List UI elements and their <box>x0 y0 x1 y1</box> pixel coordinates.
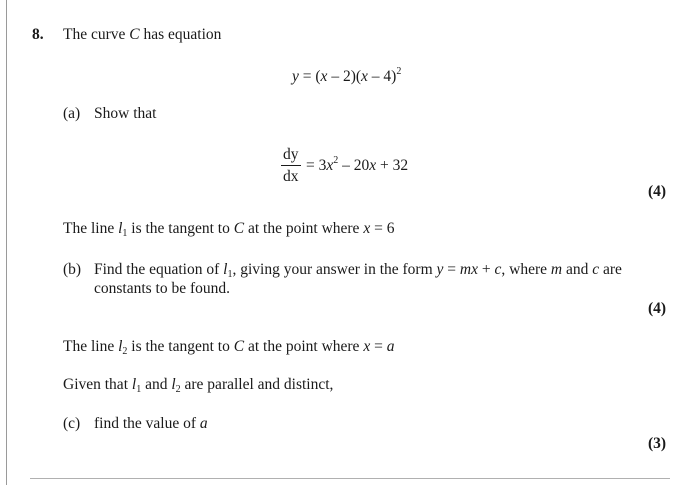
part-a-text: Show that <box>94 105 157 122</box>
line-l1-statement: The line $l_1$ is the tangent to C at the point where x = 6 <box>63 220 395 239</box>
part-a-marks: (4) <box>648 183 667 200</box>
part-c-text: find the value of a <box>94 415 208 432</box>
part-c-label: (c) <box>63 415 81 432</box>
line-l2-statement: The line $l_2$ is the tangent to C at the point where x = a <box>63 338 395 357</box>
part-c-marks: (3) <box>648 435 667 452</box>
derivative-expression: = $3x^2 - 20x + 32$ <box>306 155 409 174</box>
derivative-denominator: dx <box>283 168 299 185</box>
part-b-label: (b) <box>63 261 82 278</box>
derivative-numerator: dy <box>283 146 299 163</box>
given-statement: Given that $l_1$ and $l_2$ are parallel and distinct, <box>63 376 334 395</box>
question-intro: The curve C has equation <box>63 26 222 43</box>
page-bottom-rule <box>30 478 670 479</box>
part-b-text-line1: Find the equation of $l_1$, giving your answer in the form y = mx + c, where m and c are <box>94 261 622 280</box>
part-a-label: (a) <box>63 105 81 122</box>
part-b-text-line2: constants to be found. <box>94 280 231 297</box>
page-left-border <box>6 0 7 485</box>
question-number: 8. <box>32 26 44 43</box>
curve-equation: y = (x – 2)(x – 4)$^2$ <box>292 66 402 85</box>
part-b-marks: (4) <box>648 300 667 317</box>
derivative-fraction <box>281 146 301 186</box>
fraction-bar <box>281 165 301 166</box>
